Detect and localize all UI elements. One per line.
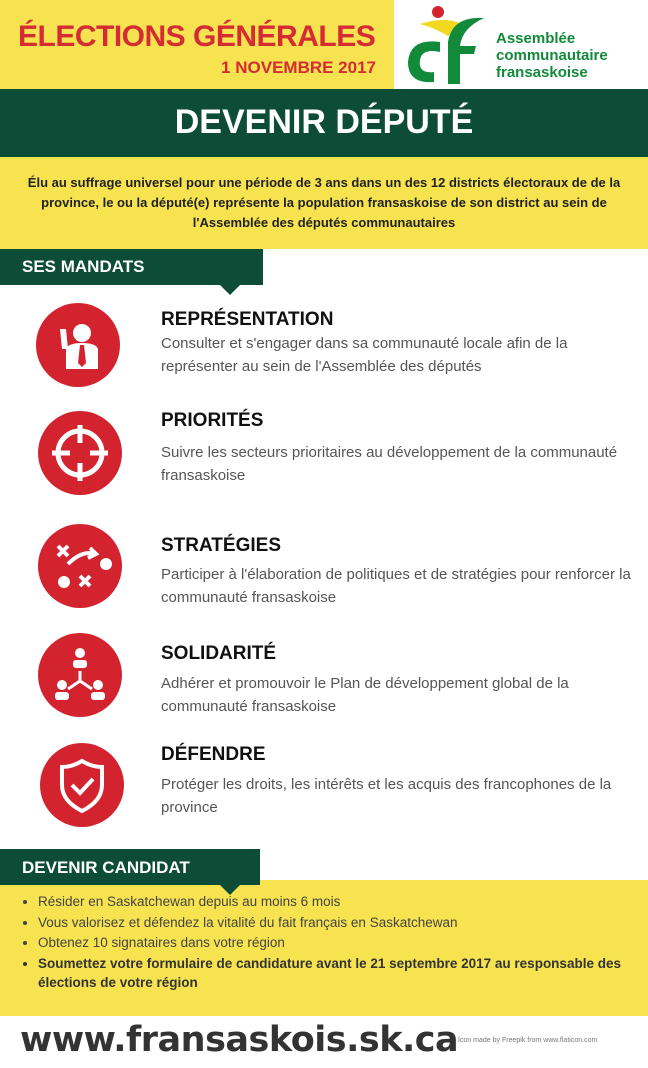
mandat-desc: Adhérer et promouvoir le Plan de développement global de la communauté fransaskoise [161,675,569,715]
requirements-list [38,892,628,994]
mandat-desc: Participer à l'élaboration de politiques et de stratégies pour renforcer la communauté fransaskoise [161,566,631,606]
logo-line: fransaskoise [496,64,588,81]
list-item: • Résider en Saskatchewan depuis au moins 6 mois [38,892,628,912]
election-date: 1 NOVEMBRE 2017 [221,58,376,77]
mandat-title: REPRÉSENTATION [161,309,334,330]
mandat-desc: Suivre les secteurs prioritaires au développement de la communauté fransaskoise [161,444,618,484]
list-item: • Obtenez 10 signataires dans votre région [38,933,628,953]
strategy-play-icon [38,524,122,608]
logo-line: Assemblée [496,30,576,47]
candidat-panel [0,880,648,1016]
intro-panel [0,157,648,249]
title-banner [0,89,648,157]
af-logo-icon [400,2,492,86]
mandat-title: STRATÉGIES [161,535,281,556]
page-title: ÉLECTIONS GÉNÉRALES [18,20,376,53]
list-item: • Vous valorisez et défendez la vitalité du fait français en Saskatchewan [38,913,628,933]
target-crosshair-icon [38,411,122,495]
list-item: • Soumettez votre formulaire de candidature avant le 21 septembre 2017 au responsable des élections de votre région [38,954,628,993]
network-people-icon [38,633,122,717]
header-panel [0,0,394,89]
logo-text [496,30,608,81]
mandat-title: DÉFENDRE [161,744,266,765]
banner-title: DEVENIR DÉPUTÉ [174,103,474,141]
mandat-desc: Protéger les droits, les intérêts et les acquis des francophones de la province [161,776,612,816]
section-heading-mandats: SES MANDATS [0,249,263,285]
website-url[interactable]: www.fransaskois.sk.ca [20,1020,459,1060]
mandat-desc: Consulter et s'engager dans sa communauté locale afin de la représenter au sein de l'Assemblée des députés [161,335,568,375]
organization-logo [394,0,648,89]
mandat-title: SOLIDARITÉ [161,643,277,664]
icon-credit: Icon made by Freepik from www.flaticon.com [458,1037,598,1044]
section-heading-candidat: DEVENIR CANDIDAT [0,849,260,885]
logo-line: communautaire [496,47,608,64]
intro-text: Élu au suffrage universel pour une période de 3 ans dans un des 12 districts électoraux de de la province, le ou la député(e) représente la population fransaskoise de son district au sein de l'Assemblée des députés communautaires [27,175,621,230]
mandat-title: PRIORITÉS [161,410,264,431]
shield-check-icon [40,743,124,827]
speaker-raising-hand-icon [36,303,120,387]
